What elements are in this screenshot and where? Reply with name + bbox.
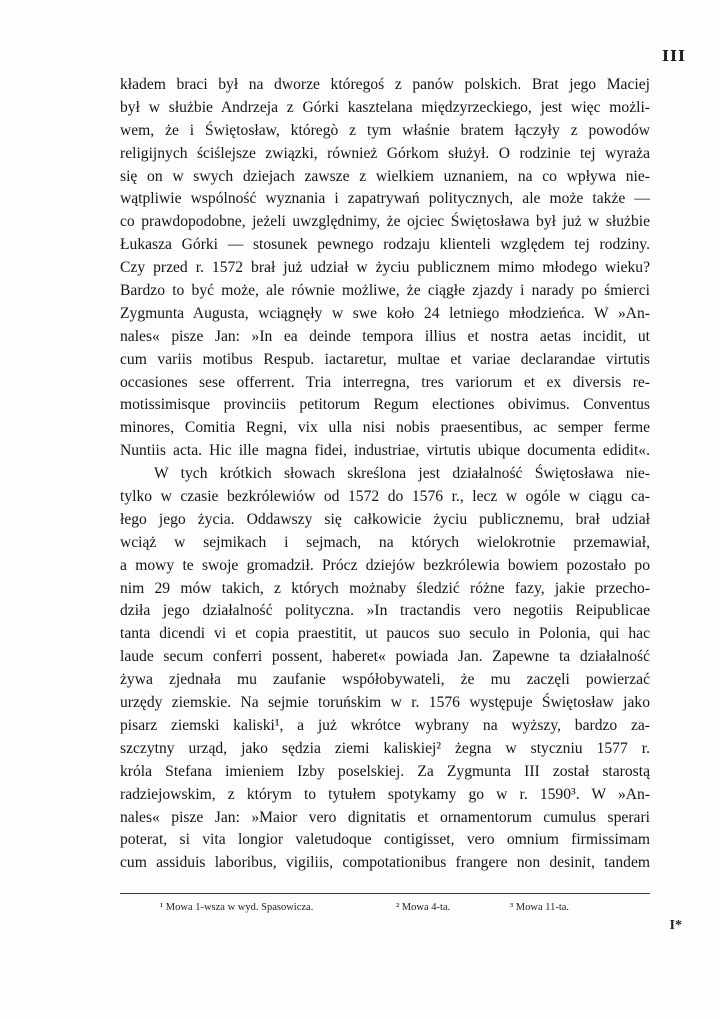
text-line: cum variis motibus Respub. iactaretur, multae et variae declarandae virtutis <box>120 350 650 368</box>
text-line: łego jego życia. Oddawszy się całkowicie życiu publicznemu, brał udział <box>120 510 650 528</box>
text-line: Łukasza Górki — stosunek pewnego rodzaju klienteli względem tej rodziny. <box>120 236 650 254</box>
text-line: poterat, si vita longior valetudoque contigisset, vero omnium firmissimam <box>120 831 650 849</box>
text-line: cum assiduis laboribus, vigiliis, compotationibus frangere non desinit, tandem <box>120 854 650 872</box>
text-line: Nuntiis acta. Hic ille magna fidei, industriae, virtutis ubique documenta edidit«. <box>120 442 650 460</box>
footnote-1: ¹ Mowa 1-wsza w wyd. Spasowicza. <box>160 902 314 913</box>
footnote-3: ³ Mowa 11-ta. <box>510 902 570 913</box>
page-number: III <box>661 47 686 65</box>
text-line: nales« pisze Jan: »Maior vero dignitatis et ornamentorum cumulus sperari <box>120 808 650 826</box>
text-line: a mowy te swoje gromadził. Prócz dziejów bezkrólewia bowiem pozostało po <box>120 556 650 574</box>
footnote-divider <box>120 893 650 894</box>
text-line: radziejowskim, z którym to tytułem spotykamy go w r. 1590³. W »An- <box>120 785 650 803</box>
text-line: dziła jego działalność polityczna. »In tractandis vero negotiis Reipublicae <box>120 602 650 620</box>
text-line: Czy przed r. 1572 brał już udział w życiu publicznem mimo młodego wieku? <box>120 259 650 277</box>
footnote-2: ² Mowa 4-ta. <box>396 902 451 913</box>
text-line: był w służbie Andrzeja z Górki kasztelana międzyrzeckiego, jest więc możli- <box>120 98 650 116</box>
text-line: motissimisque provinciis petitorum Regum electiones obivimus. Conventus <box>120 396 650 414</box>
text-line: nim 29 mów takich, z których możnaby śledzić różne fazy, jakie przecho- <box>120 579 650 597</box>
text-line: religijnych ściślejsze związki, również Górkom służył. O rodzinie tej wyraża <box>120 144 650 162</box>
text-line: nales« pisze Jan: »In ea deinde tempora illius et nostra aetas incidit, ut <box>120 327 650 345</box>
text-line: wątpliwie wspólność wyznania i zapatrywań politycznych, ale może także — <box>120 190 650 208</box>
text-line: Zygmunta Augusta, wciągnęły w swe koło 24 letniego młodzieńca. W »An- <box>120 304 650 322</box>
text-line: tylko w czasie bezkrólewiów od 1572 do 1576 r., lecz w ogóle w ciągu ca- <box>120 488 650 506</box>
paragraph-start-line: W tych krótkich słowach skreślona jest działalność Świętosława nie- <box>154 465 650 483</box>
text-line: urzędy ziemskie. Na sejmie toruńskim w r. 1576 występuje Świętosław jako <box>120 694 650 712</box>
text-line: co prawdopodobne, jeżeli uwzględnimy, że ojciec Świętosława był już w służbie <box>120 213 650 231</box>
printer-signature-mark: I* <box>669 918 682 933</box>
text-line: occasiones sese offerrent. Tria interregna, tres variorum et ex diversis re- <box>120 373 650 391</box>
text-line: króla Stefana imieniem Izby poselskiej. Za Zygmunta III został starostą <box>120 762 650 780</box>
text-line: minores, Comitia Regni, vix ulla nisi nobis praesentibus, ac semper ferme <box>120 419 650 437</box>
body-text <box>120 74 650 875</box>
text-line: laude secum conferri possent, haberet« powiada Jan. Zapewne ta działalność <box>120 648 650 666</box>
text-line: Bardzo to być może, ale równie możliwe, że ciągłe zjazdy i narady po śmierci <box>120 282 650 300</box>
text-line: szczytny urząd, jako sędzia ziemi kaliskiej² żegna w styczniu 1577 r. <box>120 739 650 757</box>
text-line: kładem braci był na dworze któregoś z panów polskich. Brat jego Maciej <box>120 76 650 93</box>
text-line: wem, że i Świętosław, któregò z tym właśnie bratem łączyły z powodów <box>120 121 650 139</box>
text-line: tanta dicendi vi et copia praestitit, ut paucos suo seculo in Polonia, qui hac <box>120 625 650 643</box>
text-line: pisarz ziemski kaliski¹, a już wkrótce wybrany na wyższy, bardzo za- <box>120 716 650 734</box>
text-line: żywa zjednała mu zaufanie współobywateli, że mu zaczęli powierzać <box>120 671 650 689</box>
text-line: się on w swych dziejach zawsze z wielkiem uznaniem, na co wpływa nie- <box>120 167 650 185</box>
text-line: wciąż w sejmikach i sejmach, na których wielokrotnie przemawiał, <box>120 533 650 551</box>
